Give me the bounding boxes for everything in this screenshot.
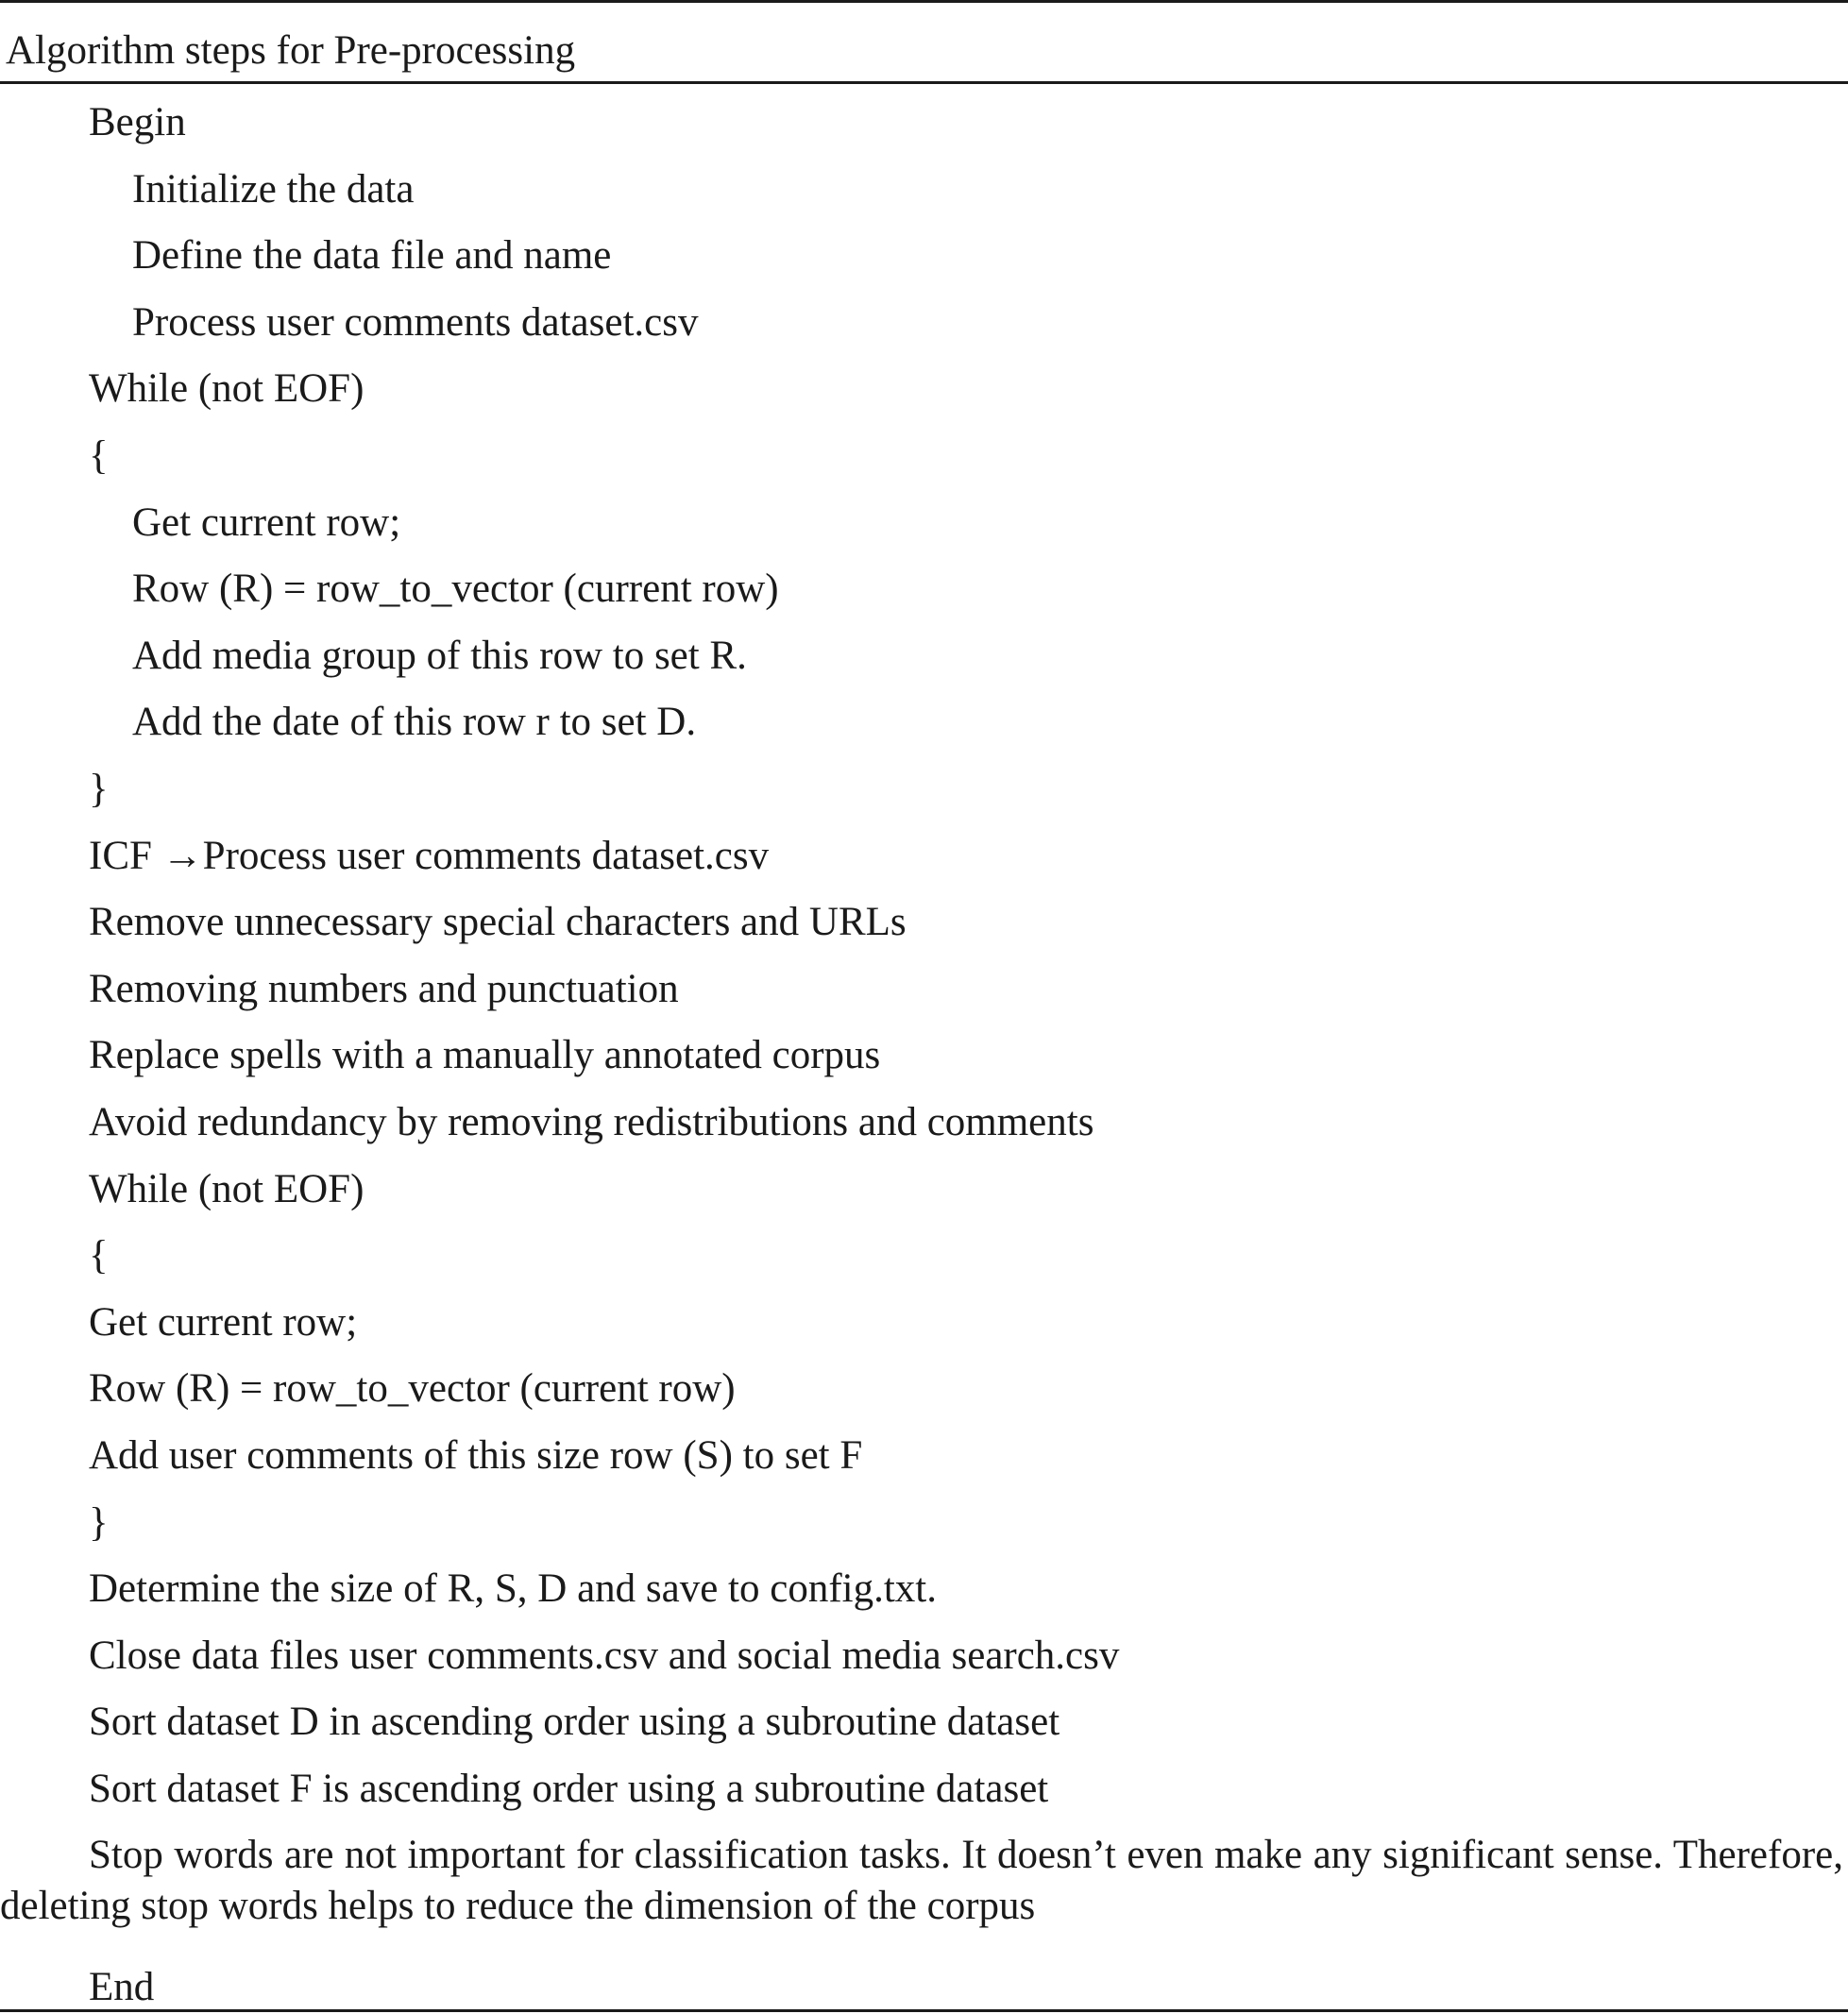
algorithm-title: Algorithm steps for Pre-processing bbox=[6, 28, 576, 73]
algorithm-step-line: Sort dataset D in ascending order using a subroutine dataset bbox=[89, 1700, 1060, 1744]
algorithm-step-line: Row (R) = row_to_vector (current row) bbox=[89, 1366, 736, 1411]
algorithm-step-line: While (not EOF) bbox=[89, 366, 365, 411]
header-rule bbox=[0, 81, 1848, 84]
algorithm-step-line: Process user comments dataset.csv bbox=[132, 300, 699, 345]
algorithm-step-line: Removing numbers and punctuation bbox=[89, 967, 679, 1011]
algorithm-step-line: Get current row; bbox=[132, 500, 401, 545]
algorithm-step-line: Begin bbox=[89, 100, 186, 144]
algorithm-step-line: Sort dataset F is ascending order using a subroutine dataset bbox=[89, 1767, 1049, 1811]
algorithm-step-line: Add the date of this row r to set D. bbox=[132, 700, 697, 744]
algorithm-step-line: Define the data file and name bbox=[132, 233, 612, 278]
algorithm-step-line: ICF →Process user comments dataset.csv bbox=[89, 834, 770, 878]
algorithm-step-line: While (not EOF) bbox=[89, 1167, 365, 1211]
algorithm-step-line: Replace spells with a manually annotated corpus bbox=[89, 1033, 881, 1077]
algorithm-step-line: { bbox=[89, 1233, 109, 1278]
algorithm-step-line: Remove unnecessary special characters and URLs bbox=[89, 900, 907, 944]
bottom-rule bbox=[0, 2009, 1848, 2012]
stop-words-paragraph: Stop words are not important for classification tasks. It doesn’t even make any significant sense. Therefore, deleting stop words helps to reduce the dimension of the corpus bbox=[0, 1833, 1843, 1928]
algorithm-step-line: Get current row; bbox=[89, 1300, 358, 1345]
algorithm-step-line: Determine the size of R, S, D and save to config.txt. bbox=[89, 1566, 938, 1611]
algorithm-step-line: } bbox=[89, 767, 109, 811]
algorithm-step-line: } bbox=[89, 1500, 109, 1545]
end-line: End bbox=[89, 1965, 155, 2009]
algorithm-step-line: Close data files user comments.csv and social media search.csv bbox=[89, 1633, 1120, 1678]
algorithm-step-line: { bbox=[89, 433, 109, 478]
algorithm-step-line: Avoid redundancy by removing redistributions and comments bbox=[89, 1100, 1094, 1144]
algorithm-step-line: Add user comments of this size row (S) to set F bbox=[89, 1433, 863, 1478]
algorithm-step-line: Initialize the data bbox=[132, 167, 415, 212]
algorithm-step-line: Add media group of this row to set R. bbox=[132, 634, 747, 678]
algorithm-step-line: Row (R) = row_to_vector (current row) bbox=[132, 567, 779, 611]
top-rule bbox=[0, 0, 1848, 3]
